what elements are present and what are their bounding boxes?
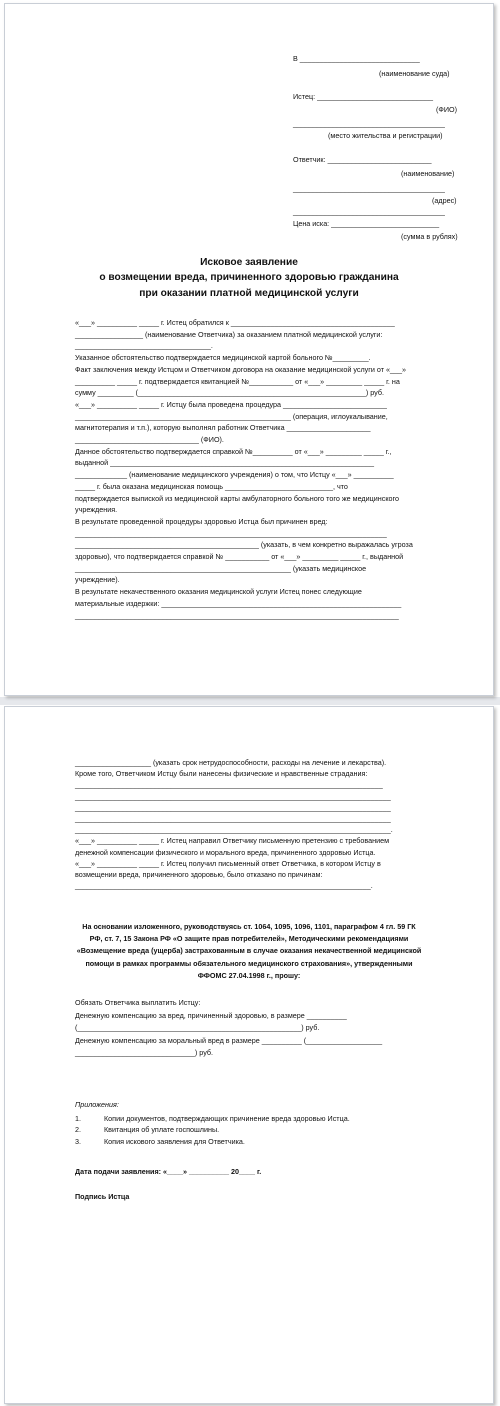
defendant-address-line-2: ______________________________________ (293, 207, 445, 216)
document-page-1 (4, 3, 494, 696)
claim-price-hint: (сумма в рублях) (401, 232, 458, 241)
body1-line: ______________________________________________________ (указать медицинское (75, 563, 367, 573)
body2-line: _____________________________________________________________________________ (75, 780, 383, 790)
request-line: Денежную компенсацию за моральный вред в размере __________ (___________________ (75, 1035, 383, 1045)
body2-line: ___________________ (указать срок нетрудоспособности, расходы на лечение и лекарства). (75, 758, 387, 767)
body1-line: _________________ (наименование Ответчика) за оказанием платной медицинской услуги: (75, 329, 383, 339)
basis-line: помощи в рамках программы обязательного медицинского страхования», утвержденными (85, 958, 413, 968)
body1-line: учреждения. (75, 505, 118, 515)
page-gap (0, 697, 500, 705)
body1-line: В результате некачественного оказания медицинской услуги Истец понес следующие (75, 587, 362, 597)
body1-line: Указанное обстоятельство подтверждается медицинской картой больного №_________. (75, 353, 371, 363)
attachment-item-1: Копии документов, подтверждающих причинение вреда здоровью Истца. (104, 1114, 350, 1123)
body2-line: возмещении вреда, причиненного здоровью, было отказано по причинам: (75, 870, 323, 879)
basis-line: ФФОМС 27.04.1998 г., прошу: (197, 970, 301, 980)
body1-line: выданной __________________________________________________________________ (75, 458, 374, 468)
body2-line: денежной компенсации физического и морального вреда, причиненного здоровью Истца. (75, 847, 376, 857)
body1-line: сумму _________ (_________________________________________________________) руб. (75, 388, 384, 398)
body1-line: ______________________________________________________ (операция, иглоукалывание, (75, 411, 388, 421)
attachment-num-2: 2. (75, 1125, 81, 1134)
plaintiff-address-hint: (место жительства и регистрации) (328, 131, 443, 140)
body1-line: _______________________________ (ФИО). (75, 435, 224, 444)
document-title: Исковое заявление (200, 257, 298, 268)
request-line: Денежную компенсацию за вред, причиненный здоровью, в размере __________ (75, 1010, 347, 1020)
filing-date-line: Дата подачи заявления: «____» __________ 20____ г. (75, 1167, 262, 1176)
plaintiff-line: Истец: _____________________________ (293, 92, 434, 101)
body1-line: здоровью), что подтверждается справкой № ___________ от «___» _________ _____ г., выданной (75, 552, 404, 561)
basis-line: РФ, ст. 7, 15 Закона РФ «О защите прав потребителей», Методическими рекомендациями (89, 934, 409, 944)
document-subtitle-2: при оказании платной медицинской услуги (139, 288, 359, 299)
body2-line: _______________________________________________________________________________. (75, 825, 393, 835)
body1-line: _________________________________________________________________________________ (75, 610, 399, 620)
body1-line: __________________________________. (75, 341, 213, 351)
attachments-title: Приложения: (75, 1100, 119, 1109)
body1-line: __________ _____ г. подтверждается квитанцией №___________ от «___» _________ _____ г. на (75, 376, 400, 386)
body1-line: «___» __________ _____ г. Истцу была проведена процедура __________________________ (75, 399, 387, 409)
body1-line: ______________________________________________________________________________ (75, 528, 387, 538)
body1-line: Факт заключения между Истцом и Ответчиком договора на оказание медицинской услуги от «___» (75, 364, 407, 374)
body1-line: _____ г. была оказана медицинская помощь ___________________________, что (75, 481, 348, 491)
body1-line: ______________________________________________ (указать, в чем конкретно выражалась угроза (75, 540, 413, 550)
plaintiff-address-line: ______________________________________ (293, 119, 445, 128)
body2-line: _______________________________________________________________________________ (75, 791, 391, 801)
attachment-item-3: Копия искового заявления для Ответчика. (104, 1137, 245, 1146)
request-line: Обязать Ответчика выплатить Истцу: (75, 998, 201, 1007)
body1-line: Данное обстоятельство подтверждается справкой №__________ от «___» _________ _____ г., (75, 446, 392, 456)
body1-line: В результате проведенной процедуры здоровью Истца был причинен вред: (75, 516, 328, 526)
request-line: ______________________________) руб. (75, 1048, 214, 1058)
defendant-hint: (наименование) (401, 169, 455, 178)
basis-line: «Возмещение вреда (ущерба) застрахованным в случае оказания некачественной медицинской (76, 946, 422, 956)
body1-line: материальные издержки: ____________________________________________________________ (75, 598, 402, 608)
court-hint: (наименование суда) (379, 69, 450, 78)
body1-line: подтверждается выпиской из медицинской карты амбулаторного больного того же медицинского (75, 493, 400, 503)
document-subtitle-1: о возмещении вреда, причиненного здоровью гражданина (99, 272, 399, 283)
body2-line: _______________________________________________________________________________ (75, 802, 391, 812)
plaintiff-hint: (ФИО) (436, 105, 458, 114)
body1-line: магнитотерапия и т.п.), которую выполнял работник Ответчика _____________________ (75, 423, 371, 433)
attachment-num-3: 3. (75, 1137, 81, 1146)
attachment-num-1: 1. (75, 1114, 81, 1123)
body1-line: _____________ (наименование медицинского учреждения) о том, что Истцу «___» __________ (75, 470, 394, 480)
body2-line: «___» __________ _____ г. Истец получил письменный ответ Ответчика, в котором Истцу в (75, 858, 381, 868)
court-line: В ______________________________ (293, 54, 420, 63)
request-line: (________________________________________________________) руб. (75, 1023, 320, 1033)
defendant-address-line: ______________________________________ (293, 184, 445, 193)
defendant-line: Ответчик: __________________________ (293, 155, 432, 164)
attachment-item-2: Квитанция об уплате госпошлины. (104, 1125, 220, 1134)
body2-line: «___» __________ _____ г. Истец направил Ответчику письменную претензию с требованием (75, 836, 390, 846)
signature-line: Подпись Истца (75, 1192, 130, 1201)
body2-line: _______________________________________________________________________________ (75, 814, 391, 823)
body1-line: учреждение). (75, 575, 120, 585)
defendant-address-hint: (адрес) (432, 196, 457, 205)
body2-line: __________________________________________________________________________. (75, 881, 373, 891)
document-page-2 (4, 706, 494, 1404)
body1-line: «___» __________ _____ г. Истец обратился к _________________________________________ (75, 318, 395, 327)
body2-line: Кроме того, Ответчиком Истцу были нанесены физические и нравственные страдания: (75, 769, 368, 779)
basis-line: На основании изложенного, руководствуясь ст. 1064, 1095, 1096, 1101, параграфом 4 гл. 59 ГК (82, 922, 416, 931)
claim-price-line: Цена иска: ___________________________ (293, 219, 440, 228)
